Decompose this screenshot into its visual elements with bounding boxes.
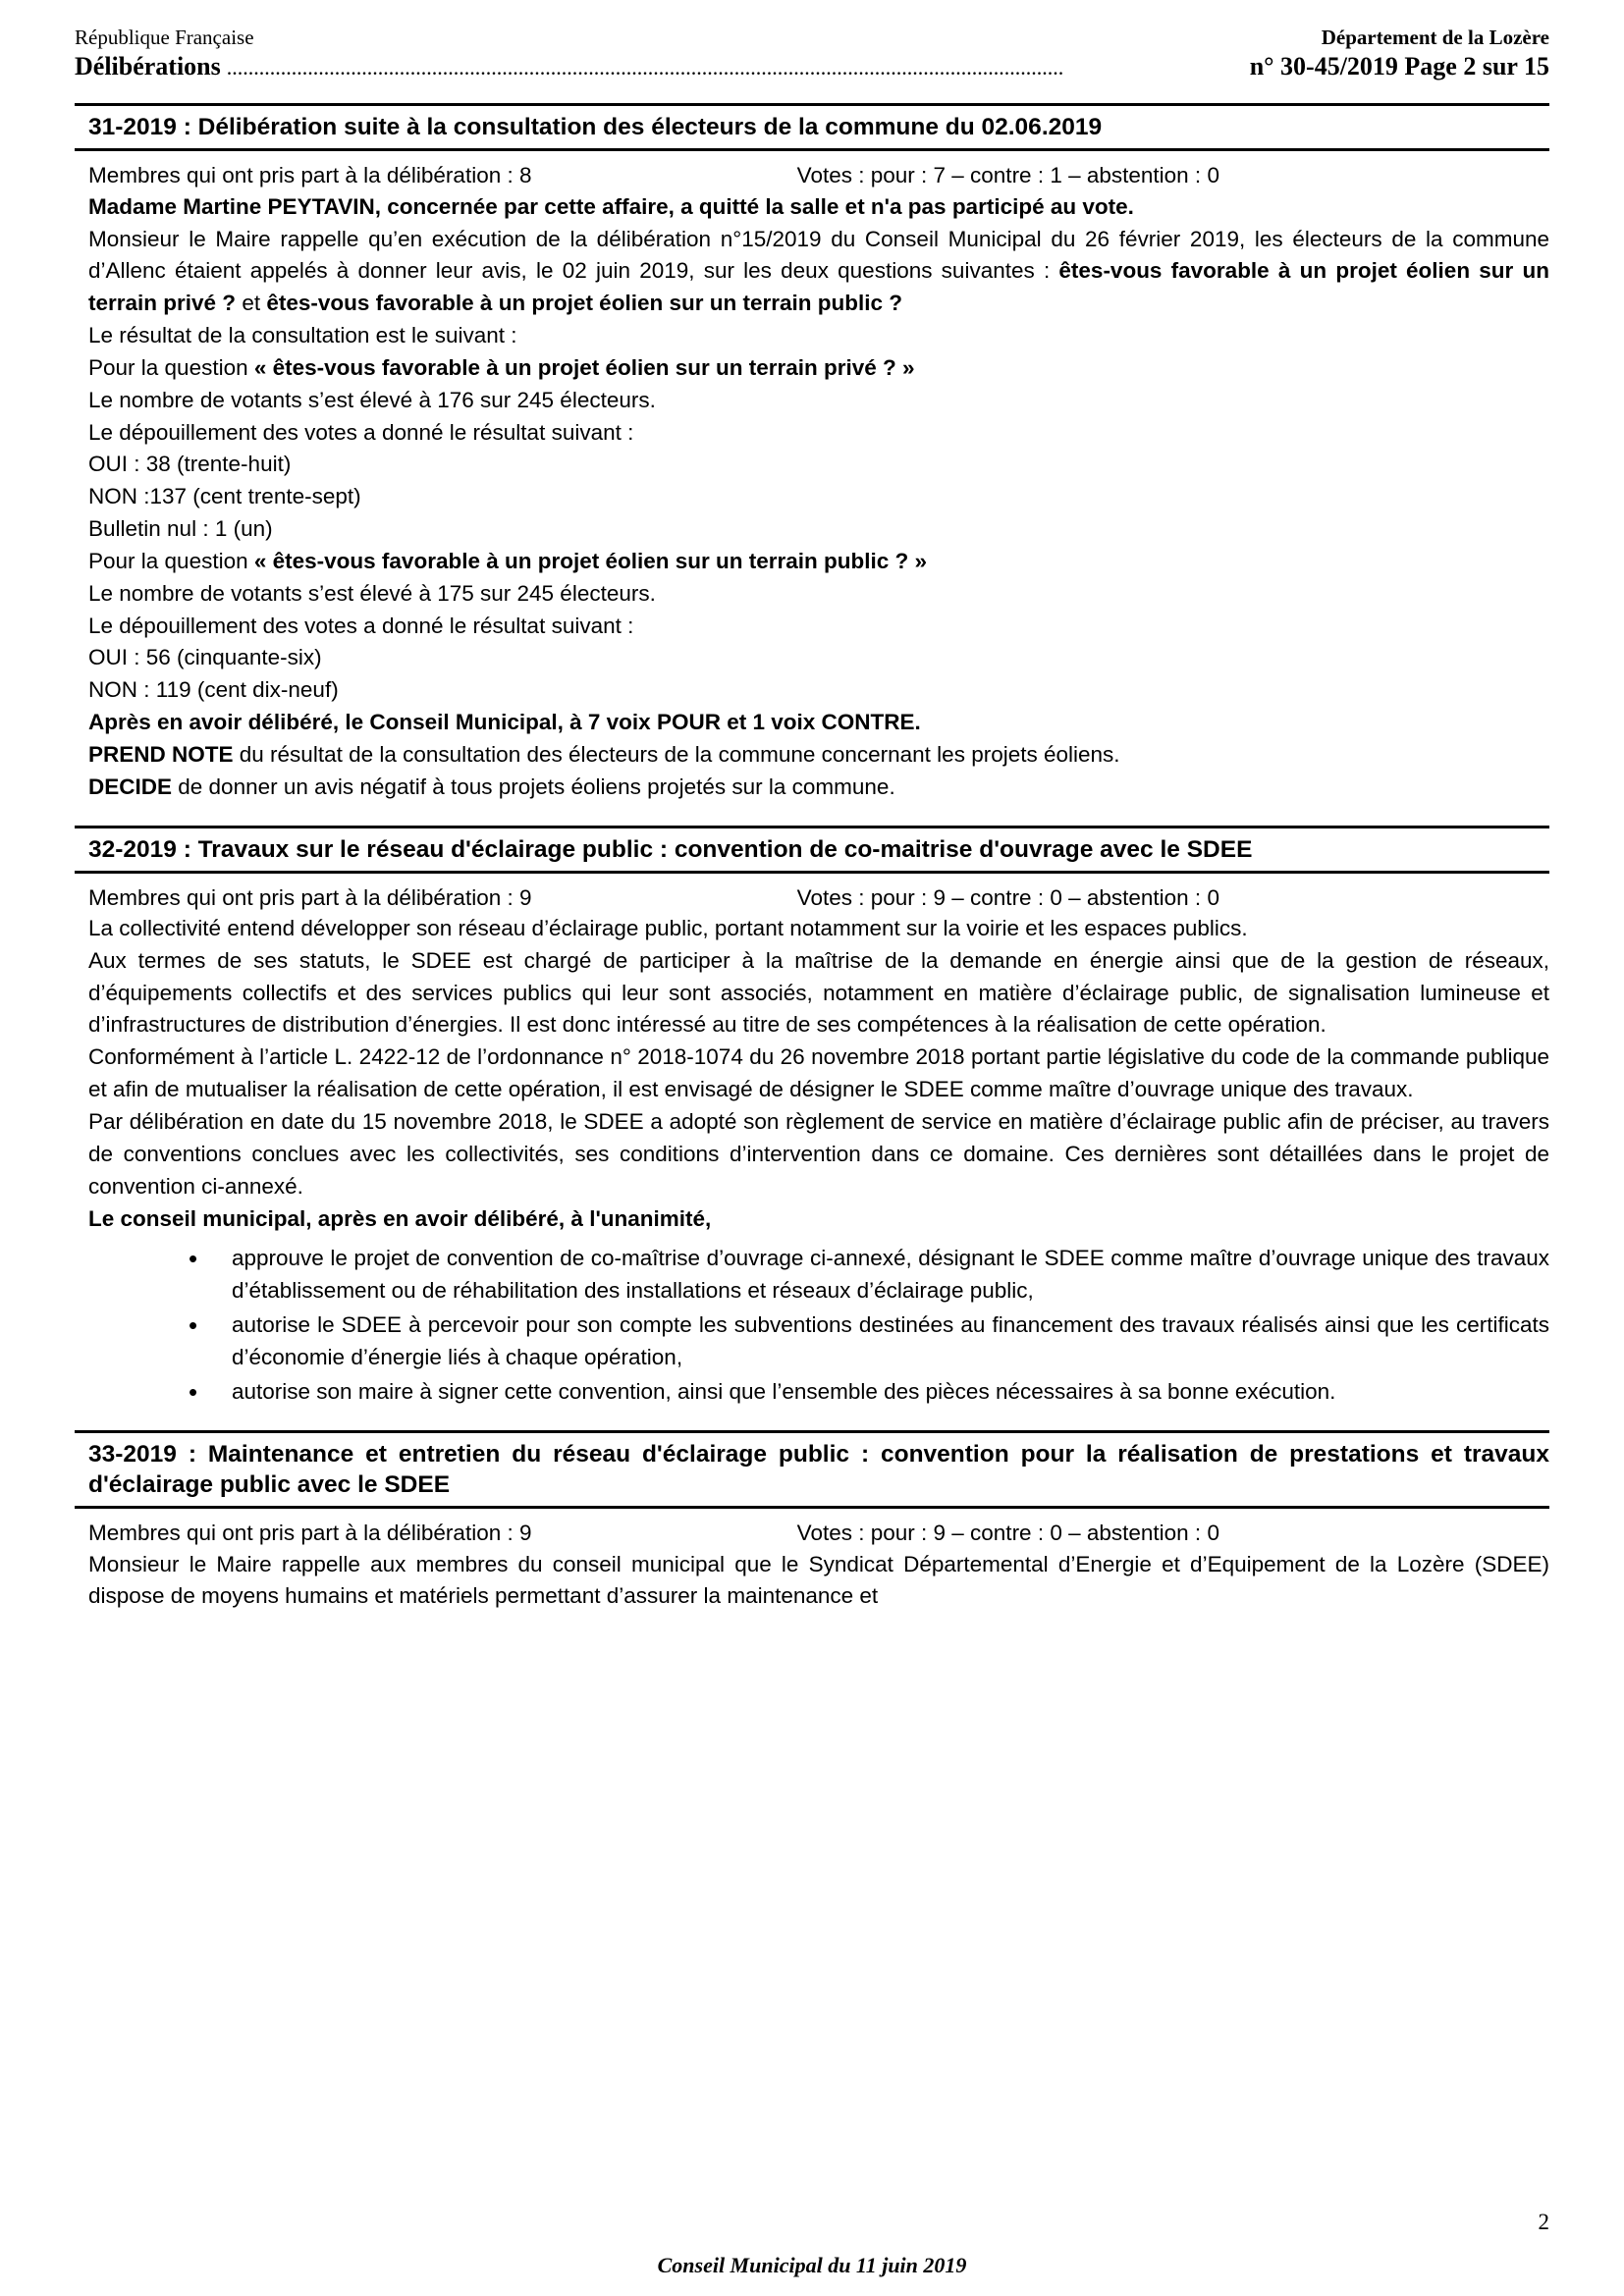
list-item: • autorise son maire à signer cette convention, ainsi que l’ensemble des pièces nécessaires à sa bonne exécution. [189, 1376, 1549, 1409]
result-intro-31: Le résultat de la consultation est le suivant : [88, 323, 517, 348]
question-1-inline: êtes-vous favorable à un projet éolien sur un terrain privé ? [88, 258, 1549, 316]
votes-tally-33: Votes : pour : 9 – contre : 0 – abstention : 0 [796, 1521, 1219, 1546]
members-count-32: Membres qui ont pris part à la délibération : 9 [88, 884, 532, 910]
department-label: Département de la Lozère [1321, 26, 1549, 49]
decision-bullet-list-32 [75, 1243, 1549, 1408]
decide-text: de donner un avis négatif à tous projets éoliens projetés sur la commune. [172, 774, 895, 799]
vote-line-32 [75, 883, 1549, 913]
section-title-33: 33-2019 : Maintenance et entretien du réseau d'éclairage public : convention pour la réalisation de prestations et travaux d'éclairage public avec le SDEE [75, 1430, 1549, 1510]
recusal-note-31: Madame Martine PEYTAVIN, concernée par cette affaire, a quitté la salle et n'a pas participé au vote. [88, 193, 1134, 219]
question-1-oui: OUI : 38 (trente-huit) [88, 452, 292, 477]
section-title-31: 31-2019 : Délibération suite à la consultation des électeurs de la commune du 02.06.2019 [75, 103, 1549, 151]
intro-connector: et [236, 291, 267, 316]
vote-line-31 [75, 161, 1549, 190]
question-2-turnout: Le nombre de votants s’est élevé à 175 sur 245 électeurs. [88, 580, 656, 606]
prend-note-label: PREND NOTE [88, 742, 234, 767]
question-2-count-intro: Le dépouillement des votes a donné le résultat suivant : [88, 613, 634, 638]
question-1-quoted: « êtes-vous favorable à un projet éolien sur un terrain privé ? » [253, 354, 915, 380]
decide-line-31 [75, 772, 1549, 804]
deliberations-label: Délibérations [75, 51, 221, 80]
footer-note: Conseil Municipal du 11 juin 2019 [657, 2253, 967, 2277]
votes-tally-32: Votes : pour : 9 – contre : 0 – abstention : 0 [796, 884, 1219, 910]
question-1-heading [75, 352, 1549, 385]
question-2-prefix: Pour la question [88, 548, 254, 573]
decision-heading-32: Le conseil municipal, après en avoir délibéré, à l'unanimité, [88, 1205, 712, 1231]
document-header [75, 26, 1549, 81]
members-count-33: Membres qui ont pris part à la délibération : 9 [88, 1521, 532, 1546]
republic-label: République Française [75, 26, 254, 49]
intro-text-part1: Monsieur le Maire rappelle qu’en exécution de la délibération n°15/2019 du Conseil Municipal du 26 février 2019, les électeurs de la commune d’Allenc étaient appelés à donner leur avis, le 02 juin 2019, sur les deux questions suivantes : [88, 226, 1549, 284]
decide-label: DECIDE [88, 774, 173, 799]
section-title-32: 32-2019 : Travaux sur le réseau d'éclairage public : convention de co-maitrise d'ouvrage avec le SDEE [75, 826, 1549, 874]
prend-note-line-31 [75, 739, 1549, 772]
question-2-oui: OUI : 56 (cinquante-six) [88, 645, 322, 670]
paragraph-33-1: Monsieur le Maire rappelle aux membres du conseil municipal que le Syndicat Départemental d’Energie et d’Equipement de la Lozère (SDEE) dispose de moyens humains et matériels permettant d’assurer la maintenance et [88, 1551, 1549, 1609]
list-item: • approuve le projet de convention de co-maîtrise d’ouvrage ci-annexé, désignant le SDEE comme maître d’ouvrage unique des travaux d’établissement ou de réhabilitation des installations et réseaux d’éclairage public, [189, 1243, 1549, 1308]
header-dot-leader: ........................................................................................................................................................... [226, 54, 1064, 80]
question-1-count-intro: Le dépouillement des votes a donné le résultat suivant : [88, 419, 634, 445]
paragraph-32-1: La collectivité entend développer son réseau d’éclairage public, portant notamment sur la voirie et les espaces publics. [88, 915, 1248, 940]
list-item: • autorise le SDEE à percevoir pour son compte les subventions destinées au financement des travaux réalisés ainsi que les certificats d’économie d’énergie liés à chaque opération, [189, 1309, 1549, 1374]
vote-line-33 [75, 1519, 1549, 1548]
question-1-non: NON :137 (cent trente-sept) [88, 484, 361, 509]
members-count-31: Membres qui ont pris part à la délibération : 8 [88, 163, 532, 188]
question-2-heading [75, 546, 1549, 578]
question-1-prefix: Pour la question [88, 354, 254, 380]
question-2-inline: êtes-vous favorable à un projet éolien sur un terrain public ? [266, 291, 902, 316]
document-reference: n° 30-45/2019 Page 2 sur 15 [1249, 51, 1549, 80]
votes-tally-31: Votes : pour : 7 – contre : 1 – abstention : 0 [796, 163, 1219, 188]
question-1-nul: Bulletin nul : 1 (un) [88, 516, 273, 542]
paragraph-32-4: Par délibération en date du 15 novembre 2018, le SDEE a adopté son règlement de service en matière d’éclairage public afin de préciser, au travers de conventions conclues avec les collectivités, ses conditions d’intervention dans ce domaine. Ces dernières sont détaillées dans le projet de convention ci-annexé. [88, 1108, 1549, 1199]
page-number: 2 [1538, 2210, 1549, 2234]
paragraph-32-2: Aux termes de ses statuts, le SDEE est chargé de participer à la maîtrise de la demande en énergie ainsi que de la gestion de réseaux, d’équipements collectifs et des services publics qui leur sont associés, notamment en matière d’éclairage public, de signalisation lumineuse et d’infrastructures de distribution d’énergies. Il est donc intéressé au titre de ses compétences à la réalisation de cette opération. [88, 947, 1549, 1038]
intro-paragraph-31 [75, 224, 1549, 321]
header-bottom-row [75, 52, 1549, 82]
header-top-row [75, 26, 1549, 50]
prend-note-text: du résultat de la consultation des électeurs de la commune concernant les projets éoliens. [233, 742, 1120, 767]
question-2-non: NON : 119 (cent dix-neuf) [88, 677, 339, 703]
question-2-quoted: « êtes-vous favorable à un projet éolien sur un terrain public ? » [253, 548, 928, 573]
question-1-turnout: Le nombre de votants s’est élevé à 176 sur 245 électeurs. [88, 387, 656, 412]
paragraph-32-3: Conformément à l’article L. 2422-12 de l’ordonnance n° 2018-1074 du 26 novembre 2018 portant partie législative du code de la commande publique et afin de mutualiser la réalisation de cette opération, il est envisagé de désigner le SDEE comme maître d’ouvrage unique des travaux. [88, 1044, 1549, 1102]
conclusion-heading-31: Après en avoir délibéré, le Conseil Municipal, à 7 voix POUR et 1 voix CONTRE. [88, 710, 921, 735]
